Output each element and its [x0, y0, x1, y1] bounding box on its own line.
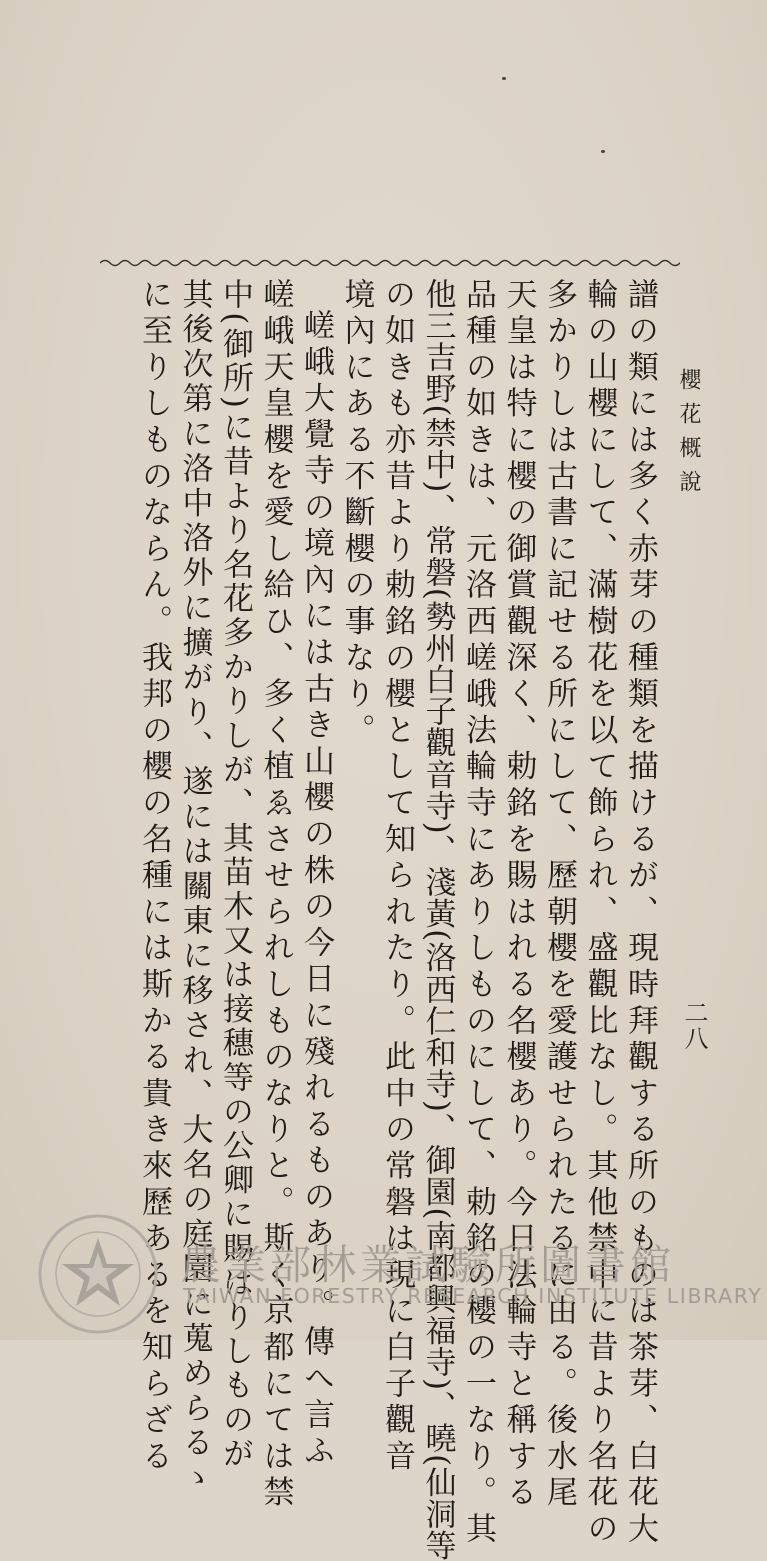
text-line: 譜の類には多く赤芽の種類を描けるが、現時拜觀する所のものは茶芽、白花大: [622, 278, 658, 1549]
ink-speck: [601, 150, 605, 153]
text-line: 嵯峨大覺寺の境內には古き山櫻の株の今日に殘れるものあり。傳へ言ふ: [298, 309, 334, 1471]
text-line: 境內にある不斷櫻の事なり。: [338, 278, 375, 750]
text-line: 其後次第に洛中洛外に擴がり、遂には關東に移され、大名の庭園に蒐めらるゝ: [176, 278, 213, 1496]
library-stamp-title: 農業部林業試驗所圖書館: [180, 1241, 675, 1289]
running-head: 櫻花概說: [676, 368, 701, 504]
text-line: 中(御所)に昔より名花多かりしが、其苗木又は接穗等の公卿に賜はりしものが: [217, 278, 253, 1472]
text-line: 嵯峨天皇櫻を愛し給ひ、多く植ゑさせられしものなりと。斯く京都にては禁: [257, 278, 294, 1513]
text-line: の如きも亦昔より勅銘の櫻として知られたり。此中の常磐は現に白子觀音: [379, 278, 415, 1476]
text-line: 多かりしは古書に記せる所にして、歷朝櫻を愛護せられたるに由る。後水尾: [541, 278, 577, 1513]
text-line: 天皇は特に櫻の御賞觀深く、勅銘を賜はれる名櫻あり。今日法輪寺と稱する: [500, 278, 537, 1513]
library-seal-icon: [36, 1212, 160, 1336]
page-number: 二八: [680, 1000, 708, 1052]
wavy-rule: [100, 257, 680, 269]
library-stamp-subtitle: TAIWAN FORESTRY RESEARCH INSTITUTE LIBRARY: [183, 1284, 763, 1308]
text-line: 品種の如きは、元洛西嵯峨法輪寺にありしものにして、勅銘の櫻の一なり。其: [460, 278, 496, 1549]
text-line: に至りしものならん。我邦の櫻の名種には斯かる貴き來歷あるを知らざる: [136, 278, 172, 1476]
ink-speck: [502, 77, 506, 80]
text-line: 輪の山櫻にして、滿樹花を以て飾られ、盛觀比なし。其他禁中に昔より名花の: [581, 278, 618, 1549]
text-line: 他三吉野(禁中)、常磐(勢州白子觀音寺)、淺黃(洛西仁和寺)、御園(南都興福寺)、曉(仙洞等: [419, 278, 456, 1561]
